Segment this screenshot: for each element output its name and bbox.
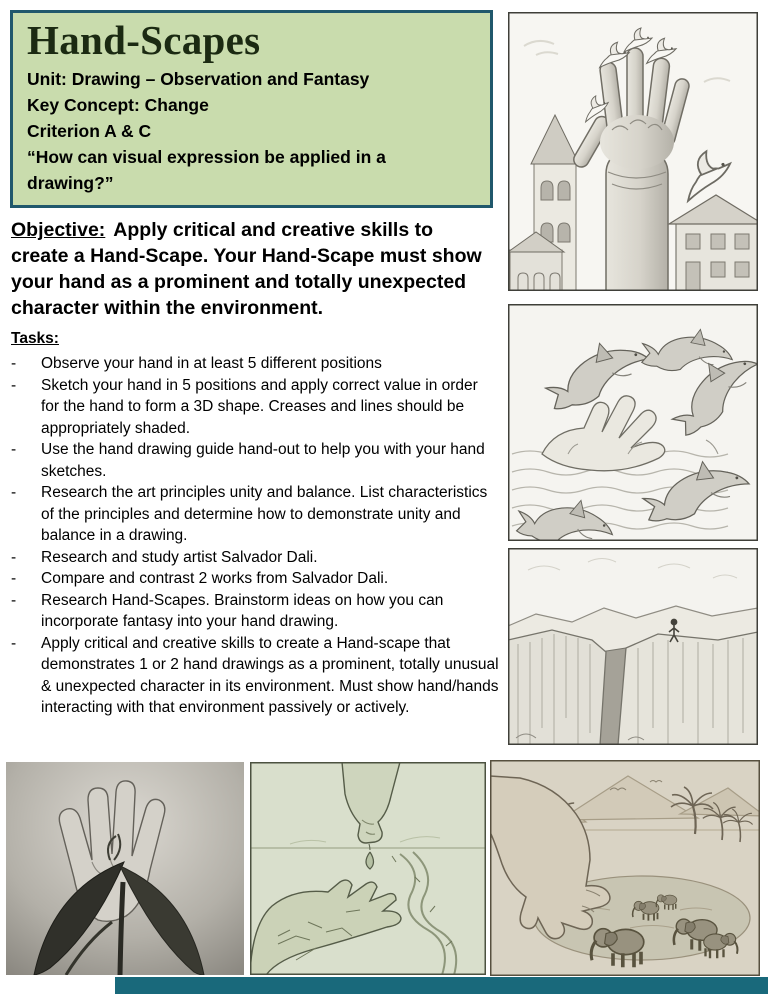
header-concept-line: Key Concept: Change	[27, 95, 209, 116]
artwork-hand-drip	[250, 762, 486, 975]
header-box	[10, 10, 493, 208]
tasks-heading: Tasks:	[11, 330, 59, 347]
bullet-dash: -	[11, 548, 17, 566]
bullet-dash: -	[11, 376, 17, 394]
task-item	[11, 547, 500, 569]
tasks-section	[11, 330, 500, 719]
header-unit-line: Unit: Drawing – Observation and Fantasy	[27, 69, 370, 90]
hand-drip-drawing	[250, 762, 486, 975]
bullet-dash: -	[11, 441, 17, 458]
task-text: Sketch your hand in 5 positions and apply correct value in order for the hand to form a 3D shape. Creases and lines should be appropriately shaded.	[41, 376, 478, 437]
hand-city-drawing	[508, 12, 758, 291]
task-text: Research the art principles unity and balance. List characteristics of the principles and determine how to demonstrate unity and balance in a drawing.	[41, 484, 488, 544]
canyon-drawing	[508, 548, 758, 745]
hand-flower-drawing	[6, 762, 244, 975]
objective-text: Apply critical and creative skills to create a Hand-Scape. Your Hand-Scape must show your hand as a prominent and totally unexpected character within the environment.	[11, 219, 482, 319]
task-item	[11, 353, 500, 375]
hand-oasis-drawing	[490, 760, 760, 976]
task-text: Observe your hand in at least 5 different positions	[41, 355, 382, 372]
task-text: Research Hand-Scapes. Brainstorm ideas on how you can incorporate fantasy into your hand drawing.	[41, 591, 444, 630]
page-title: Hand-Scapes	[27, 17, 261, 63]
hand-dolphins-drawing	[508, 304, 758, 541]
left-cliff	[508, 630, 606, 745]
artwork-hand-flower	[6, 762, 244, 975]
artwork-hand-city	[508, 12, 758, 291]
task-item	[11, 633, 500, 719]
header-question-line: “How can visual expression be applied in a drawing?”	[27, 147, 386, 194]
right-cliff	[618, 632, 758, 745]
task-item	[11, 482, 500, 547]
objective-paragraph	[11, 217, 487, 321]
header-criterion-line: Criterion A & C	[27, 121, 152, 142]
bullet-dash: -	[11, 570, 17, 587]
task-item	[11, 568, 500, 590]
artwork-hand-dolphins	[508, 304, 758, 541]
task-text: Research and study artist Salvador Dali.	[41, 548, 318, 566]
task-list	[11, 353, 500, 719]
artwork-canyon	[508, 548, 758, 745]
artwork-hand-oasis	[490, 760, 760, 976]
task-item	[11, 375, 500, 440]
objective-label: Objective:	[11, 219, 106, 241]
bullet-dash: -	[11, 591, 17, 609]
bullet-dash: -	[11, 355, 17, 372]
task-item	[11, 439, 500, 482]
task-text: Use the hand drawing guide hand-out to help you with your hand sketches.	[41, 441, 485, 480]
task-text: Compare and contrast 2 works from Salvador Dali.	[41, 570, 389, 587]
bullet-dash: -	[11, 634, 17, 652]
task-item	[11, 590, 500, 633]
bottom-accent-bar	[115, 977, 768, 994]
task-text: Apply critical and creative skills to create a Hand-scape that demonstrates 1 or 2 hand drawings as a prominent, totally unusual & unexpected character in its environment. Must show hand/hands interacting with that environment passively or actively.	[41, 634, 499, 716]
bullet-dash: -	[11, 484, 17, 501]
